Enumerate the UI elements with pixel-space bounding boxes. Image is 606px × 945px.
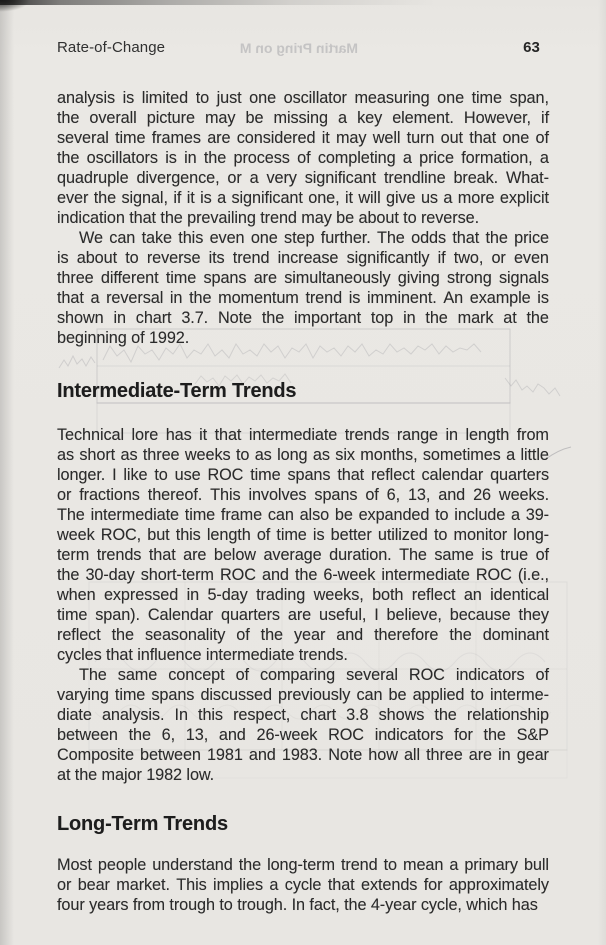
paragraph — [57, 88, 549, 228]
scan-edge-left — [0, 0, 14, 945]
text-line: three different time spans are simultaneously giving strong signals — [57, 269, 549, 287]
text-line: when expressed in 5-day trading weeks, both reflect an identical — [57, 586, 549, 604]
text-line: the 30-day short-term ROC and the 6-week intermediate ROC (i.e., — [57, 566, 549, 584]
text-line: at the major 1982 low. — [57, 766, 215, 784]
text-line: Composite between 1981 and 1983. Note how all three are in gear — [57, 746, 549, 764]
chapter-title: Rate-of-Change — [57, 39, 166, 56]
text-line: is about to reverse its trend increase significantly if two, or even — [57, 249, 549, 267]
text-line: several time frames are considered it may well turn out that one of — [57, 129, 549, 147]
text-line: beginning of 1992. — [57, 329, 190, 347]
text-line: that a reversal in the momentum trend is imminent. An example is — [57, 289, 549, 307]
text-line: as short as three weeks to as long as six months, sometimes a little — [57, 446, 549, 464]
text-line: cycles that influence intermediate trends. — [57, 646, 348, 664]
text-line: We can take this even one step further. The odds that the price — [79, 229, 549, 247]
text-line: the oscillators is in the process of completing a price formation, a — [57, 149, 549, 167]
text-line: the overall picture may be missing a key element. However, if — [57, 109, 549, 127]
paragraph — [57, 855, 549, 915]
running-head — [57, 39, 540, 56]
text-line: varying time spans discussed previously can be applied to interme- — [57, 686, 549, 704]
text-line: indication that the prevailing trend may be about to reverse. — [57, 209, 479, 227]
text-line: quadruple divergence, or a very significant trendline break. What- — [57, 169, 549, 187]
paragraph — [57, 228, 549, 348]
text-line: The same concept of comparing several ROC indicators of — [79, 666, 549, 684]
text-line: four years from trough to trough. In fact, the 4-year cycle, which has — [57, 896, 538, 914]
text-line: or fractions thereof. This involves spans of 6, 13, and 26 weeks. — [57, 486, 549, 504]
text-line: analysis is limited to just one oscillator measuring one time span, — [57, 89, 549, 107]
text-line: The intermediate time frame can also be expanded to include a 39- — [57, 506, 549, 524]
scan-edge-right — [598, 0, 606, 945]
text-line: longer. I like to use ROC time spans that reflect calendar quarters — [57, 466, 549, 484]
text-line: diate analysis. In this respect, chart 3.8 shows the relationship — [57, 706, 549, 724]
paragraph — [57, 425, 549, 665]
paragraph — [57, 665, 549, 785]
text-line: or bear market. This implies a cycle that extends for approximately — [57, 876, 549, 894]
page-number: 63 — [523, 39, 540, 56]
text-line: between the 6, 13, and 26-week ROC indicators for the S&P — [57, 726, 549, 744]
text-line: time span). Calendar quarters are useful, I believe, because they — [57, 606, 549, 624]
text-line: ever the signal, if it is a significant one, it will give us a more explicit — [57, 189, 549, 207]
text-line: Most people understand the long-term trend to mean a primary bull — [57, 856, 549, 874]
bleed-through-running-head: Martin Pring on M — [239, 40, 358, 56]
section-heading: Intermediate-Term Trends — [57, 380, 297, 402]
text-line: reflect the seasonality of the year and therefore the dominant — [57, 626, 549, 644]
scan-edge-top — [0, 0, 606, 5]
text-line: week ROC, but this length of time is better utilized to monitor long- — [57, 526, 549, 544]
text-line: shown in chart 3.7. Note the important top in the mark at the — [57, 309, 549, 327]
text-line: term trends that are below average duration. The same is true of — [57, 546, 549, 564]
text-line: Technical lore has it that intermediate trends range in length from — [57, 426, 549, 444]
section-heading: Long-Term Trends — [57, 813, 228, 835]
